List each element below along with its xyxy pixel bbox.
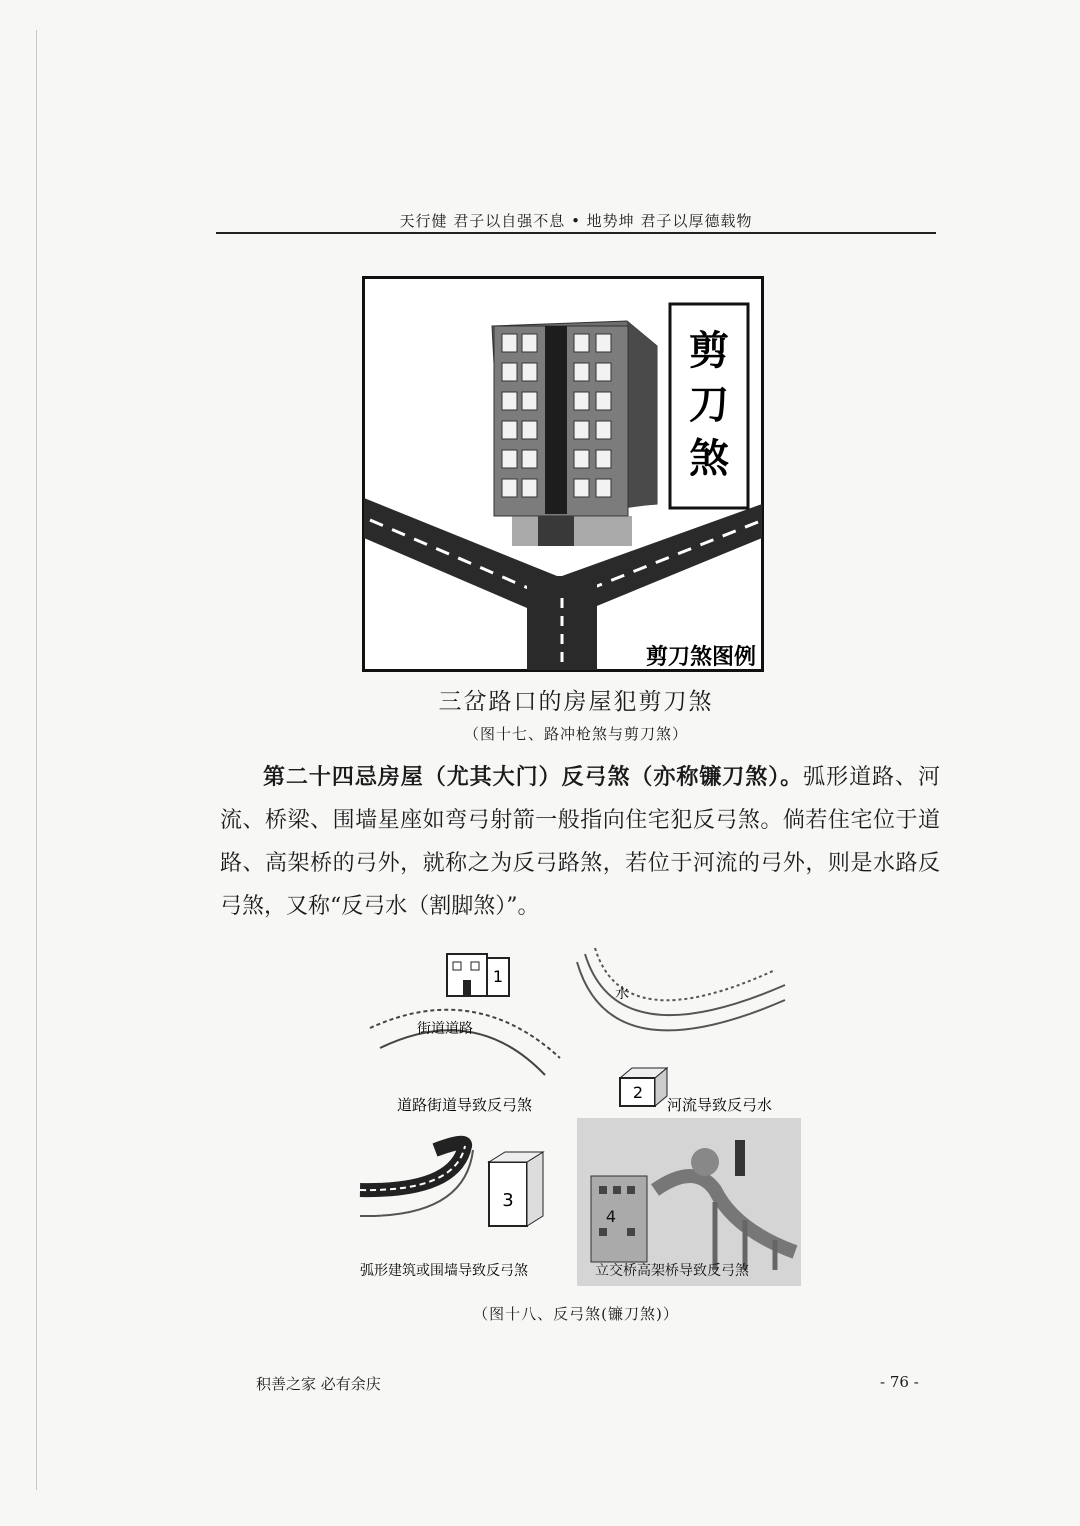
header-rule <box>216 232 936 234</box>
building-window <box>522 450 537 468</box>
footer-motto: 积善之家 必有余庆 <box>256 1375 381 1393</box>
building-window <box>502 363 517 381</box>
paragraph-lead: 第二十四忌房屋（尤其大门）反弓煞（亦称镰刀煞）。 <box>262 765 804 790</box>
panel-3-number: 3 <box>502 1190 514 1211</box>
building-window <box>522 479 537 497</box>
panel-4 <box>577 1118 801 1286</box>
panel-3-label: 弧形建筑或围墙导致反弓煞 <box>360 1263 528 1279</box>
building-window <box>596 479 611 497</box>
panel-2 <box>577 948 785 1114</box>
building-window <box>574 392 589 410</box>
building-window <box>596 450 611 468</box>
building-window <box>502 392 517 410</box>
panel-1-label: 道路街道导致反弓煞 <box>397 1096 533 1114</box>
building-window <box>502 479 517 497</box>
building-window <box>596 363 611 381</box>
panel-2-number: 2 <box>632 1083 644 1102</box>
building-window <box>574 479 589 497</box>
paragraph-body: 弧形道路、河流、桥梁、围墙星座如弯弓射箭一般指向住宅犯反弓煞。倘若住宅位于道路、高架桥的弓外，就称之为反弓路煞，若位于河流的弓外，则是水路反弓煞，又称“反弓水（割脚煞）”。 <box>220 765 940 919</box>
figure-18-caption: （图十八、反弓煞(镰刀煞)） <box>473 1305 679 1323</box>
figure-18-illustration <box>355 940 805 1290</box>
building-window <box>502 421 517 439</box>
panel-3 <box>360 1143 543 1279</box>
building-window <box>574 450 589 468</box>
building-window <box>522 363 537 381</box>
panel-1-number: 1 <box>492 967 504 986</box>
running-header: 天行健 君子以自强不息 • 地势坤 君子以厚德载物 <box>399 212 753 230</box>
figure-legend: 剪刀煞图例 <box>645 645 756 670</box>
panel-2-label: 河流导致反弓水 <box>667 1096 773 1114</box>
road-bottom <box>527 576 597 670</box>
building-window <box>522 334 537 352</box>
building-window <box>522 421 537 439</box>
page-number: - 76 - <box>880 1373 919 1391</box>
panel-4-number: 4 <box>605 1207 617 1226</box>
building-window <box>596 334 611 352</box>
scan-edge-line <box>36 30 37 1490</box>
building-window <box>502 450 517 468</box>
figure-17-subcaption: （图十七、路冲枪煞与剪刀煞） <box>463 725 688 743</box>
building-window <box>574 421 589 439</box>
building-window <box>522 392 537 410</box>
panel-4-label: 立交桥高架桥导致反弓煞 <box>595 1263 749 1279</box>
building-window <box>596 421 611 439</box>
water-label: 水 <box>615 986 629 1002</box>
sign-char-2: 刀 <box>689 381 729 428</box>
sign-char-1: 剪 <box>689 327 729 374</box>
building-window <box>596 392 611 410</box>
building-window <box>502 334 517 352</box>
paragraph-24 <box>220 756 940 928</box>
street-label: 街道道路 <box>417 1021 473 1037</box>
panel-1 <box>370 954 560 1114</box>
figure-17-illustration <box>362 276 764 672</box>
building-window <box>574 363 589 381</box>
figure-17-caption: 三岔路口的房屋犯剪刀煞 <box>438 689 714 715</box>
sign-char-3: 煞 <box>689 435 729 482</box>
building-window <box>574 334 589 352</box>
